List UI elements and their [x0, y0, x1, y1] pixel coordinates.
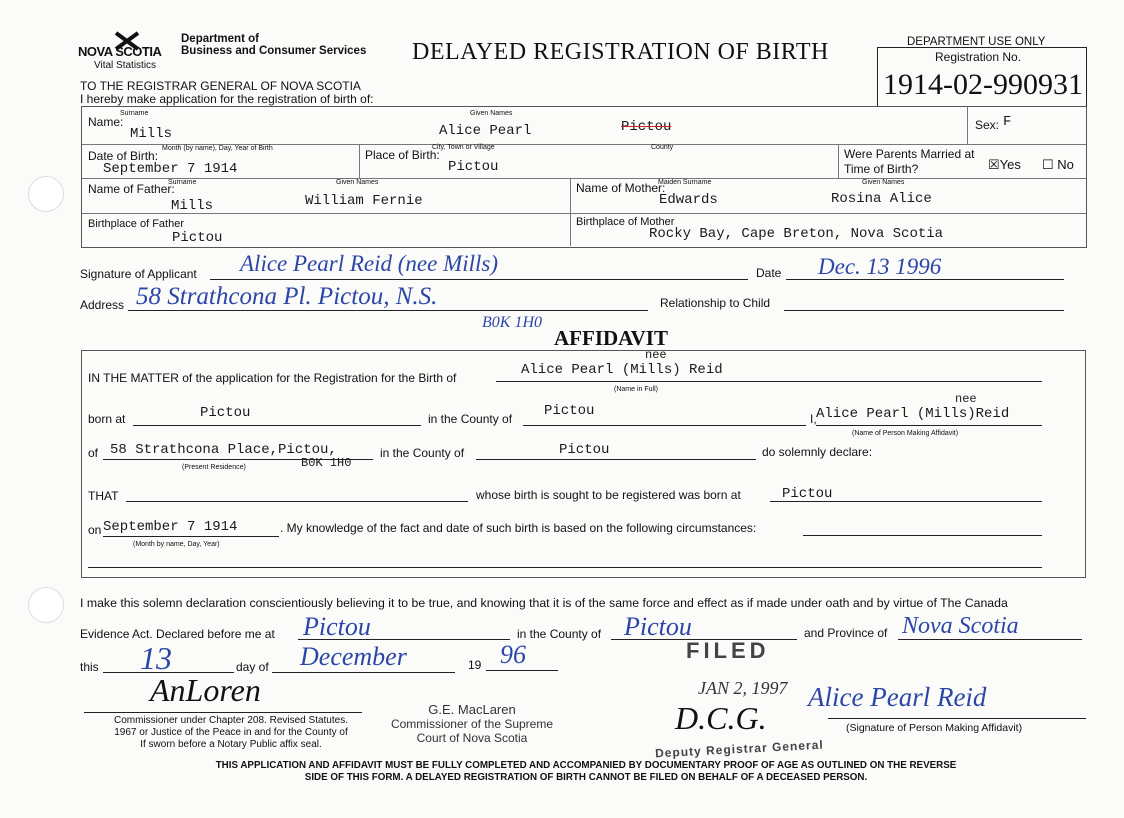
affidavit-birth-date: September 7 1914 [103, 519, 238, 535]
mother-maiden-surname: Edwards [659, 192, 718, 208]
mother-birthplace: Rocky Bay, Cape Breton, Nova Scotia [649, 226, 944, 242]
deponent-county: Pictou [559, 442, 610, 458]
punch-hole [28, 176, 64, 212]
declared-year: 96 [500, 640, 526, 669]
filed-stamp: FILED [686, 638, 770, 663]
married-no-checkbox[interactable]: ☐ No [1042, 157, 1074, 172]
child-surname: Mills [130, 126, 173, 142]
place-of-birth: Pictou [448, 159, 499, 175]
nova-scotia-logo: NOVA SCOTIA Vital Statistics [78, 31, 178, 73]
deponent-residence: 58 Strathcona Place,Pictou, [110, 442, 337, 458]
application-date: Dec. 13 1996 [818, 254, 942, 279]
affidavit-born-place: Pictou [782, 486, 833, 502]
father-surname: Mills [171, 198, 214, 214]
dept-use-heading: DEPARTMENT USE ONLY [907, 36, 1046, 48]
footer-notice: THIS APPLICATION AND AFFIDAVIT MUST BE FULLY COMPLETED AND ACCOMPANIED BY DOCUMENTARY PROOF OF AGE AS OUTLINED ON THE REVERSE SIDE OF THIS FORM. A DELAYED REGISTRATION OF BIRTH CANNOT BE FILED ON BEHALF OF A DECEASED PERSON. [215, 760, 957, 783]
mother-given-names: Rosina Alice [831, 191, 932, 207]
father-birthplace: Pictou [172, 230, 223, 246]
declared-county: Pictou [624, 612, 692, 641]
declared-province: Nova Scotia [902, 613, 1019, 639]
child-sex: F [1003, 114, 1012, 130]
applicant-signature: Alice Pearl Reid (nee Mills) [240, 251, 499, 276]
birth-registration-form: NOVA SCOTIA Vital Statistics Department of Business and Consumer Services DELAYED REGISTRATION OF BIRTH TO THE REGISTRAR GENERAL OF NOVA SCOTIA I hereby make application for the registration of birth of: DEPARTMENT USE ONLY Registration No. 1914-02-990931 Name: Surname Mills Given Names Alice Pearl Pictou Sex: F Date of Birth: Month (by name), Day, Year of Birth September 7 1914 Place of Birth: City, Town or Village Pictou County Were Parents Married at Time of Birth? ☒Yes ☐ No Name of Father: Surname Given Names Mills William Fernie Name of Mother: Maiden Surname Given Names Edwards Rosina Alice Birthplace of Father Pictou Birthplace of Mother Rocky Bay, Cape Breton, Nova Scotia Signature of Applicant Alice Pearl Reid (nee Mills) Date Dec. 13 1996 Address 58 Strathcona Pl. Pictou, N.S. B0K 1H0 Relationship to Child AFFIDAVIT IN THE MATTER of the application for the Registration for the Birth of nee Alice Pearl (Mills) Reid (Name in Full) born at Pictou in the County of Pictou I, nee Alice Pearl (Mills)Reid (Name of Person Making Affidavit) of 58 Strathcona Place,Pictou, B0K 1H0 (Present Residence) in the County of Pictou do solemnly declare: THAT whose birth is sought to be registered was born at Pictou on September 7 1914 (Month by name, Day, Year) . My knowledge of the fact and date of such birth is based on the following circumstances: I make this solemn declaration conscientiously believing it to be true, and knowing that it is of the same force and effect as if made under oath and by virtue of The Canada Evidence Act. Declared before me at Pictou in the County of Pictou and Province of Nova Scotia this 13 day of December 19 96 FILED JAN 2, 1997 AnLoren Commissioner under Chapter 208. Revised Statutes. 1967 or Justice of the Peace in and for the County of If sworn before a Notary Public affix seal. G.E. MacLaren Commissioner of the Supreme Court of Nova Scotia D.C.G. Alice Pearl Reid (Signature of Person Making Affidavit) Deputy Registrar General THIS APPLICATION AND AFFIDAVIT MUST BE FULLY COMPLETED AND ACCOMPANIED BY DOCUMENTARY PROOF OF AGE AS OUTLINED ON THE REVERSE SIDE OF THIS FORM. A DELAYED REGISTRATION OF BIRTH CANNOT BE FILED ON BEHALF OF A DECEASED PERSON. [0, 0, 1124, 818]
deputy-initials: D.C.G. [675, 700, 767, 736]
intro-text: TO THE REGISTRAR GENERAL OF NOVA SCOTIA I hereby make application for the registration of birth of: [80, 79, 374, 106]
deputy-registrar-stamp: Deputy Registrar General [654, 737, 824, 761]
name-label: Name: [88, 115, 124, 129]
registration-number: 1914-02-990931 [883, 68, 1083, 101]
dept-use-box: Registration No. 1914-02-990931 [877, 47, 1087, 107]
affidavit-born-at: Pictou [200, 405, 251, 421]
commissioner-caption: Commissioner under Chapter 208. Revised Statutes. 1967 or Justice of the Peace in and for the County of If sworn before a Notary Public affix seal. [113, 715, 348, 750]
declared-at: Pictou [303, 612, 371, 641]
applicant-address: 58 Strathcona Pl. Pictou, N.S. [136, 283, 438, 310]
declaration-text: I make this solemn declaration conscientiously believing it to be true, and knowing that it is of the same force and effect as if made under oath and by virtue of The Canada [80, 596, 1008, 610]
affiant-signature: Alice Pearl Reid [808, 682, 987, 712]
struck-text: Pictou [621, 119, 672, 135]
punch-hole [28, 587, 64, 623]
department-name: Department of Business and Consumer Services [181, 33, 367, 57]
affidavit-county: Pictou [544, 403, 595, 419]
declared-month: December [300, 642, 407, 671]
empty-box-icon: ☐ [1042, 157, 1054, 172]
child-given-names: Alice Pearl [439, 123, 532, 139]
affidavit-title: AFFIDAVIT [554, 326, 668, 350]
commissioner-signature: AnLoren [150, 672, 261, 708]
married-yes-checkbox[interactable]: ☒Yes [988, 157, 1021, 172]
form-title: DELAYED REGISTRATION OF BIRTH [412, 39, 829, 65]
affidavit-child-name: Alice Pearl (Mills) Reid [521, 362, 723, 378]
father-given-names: William Fernie [305, 193, 423, 209]
filed-date: JAN 2, 1997 [698, 678, 788, 698]
commissioner-stamp: G.E. MacLaren Commissioner of the Supreme Court of Nova Scotia [390, 702, 554, 745]
checked-box-icon: ☒ [988, 157, 1000, 172]
applicant-postal: B0K 1H0 [482, 314, 542, 331]
deponent-name: Alice Pearl (Mills)Reid [816, 406, 1010, 422]
date-of-birth: September 7 1914 [103, 161, 238, 177]
declared-day: 13 [140, 640, 172, 676]
